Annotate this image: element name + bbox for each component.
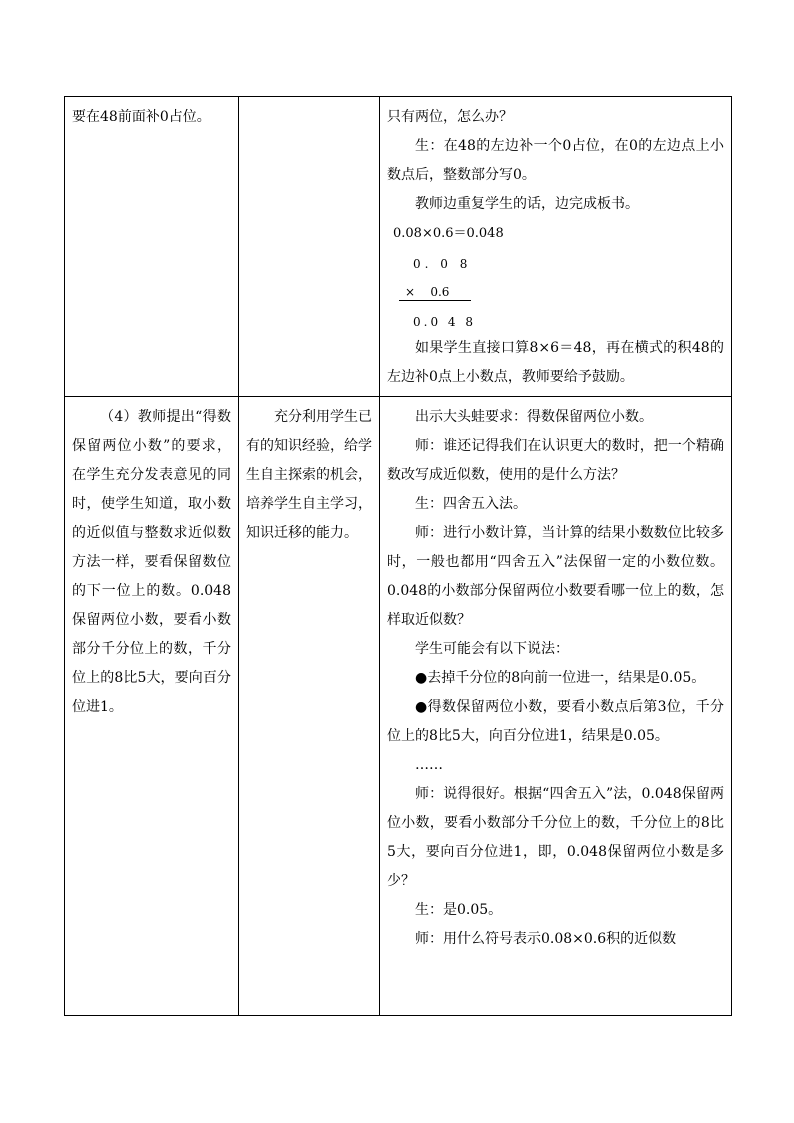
process-paragraph: ●去掉千分位的8向前一位进一，结果是0.05。 — [415, 670, 706, 686]
activity-text: 要在48前面补0占位。 — [72, 109, 211, 125]
process-paragraph: 师：进行小数计算，当计算的结果小数数位比较多时，一般也都用“四舍五入”法保留一定的小数位数。0.048的小数部分保留两位小数要看哪一位上的数，怎样取近似数？ — [387, 525, 724, 628]
cell-activity — [65, 397, 239, 1016]
process-paragraph: 生：在48的左边补一个0占位，在0的左边点上小数点后，整数部分写0。 — [387, 138, 724, 183]
table-row — [65, 97, 732, 397]
lesson-table — [64, 96, 732, 1016]
process-paragraph: 生：是0.05。 — [415, 902, 503, 918]
process-paragraph: 学生可能会有以下说法： — [415, 641, 569, 657]
equation-text: 0.08×0.6＝0.048 — [393, 226, 504, 241]
vertical-line-multiplier: × 0.6 — [405, 285, 450, 299]
process-paragraph: 生：四舍五入法。 — [415, 496, 527, 512]
process-paragraph: ●得数保留两位小数，要看小数点后第3位，千分位上的8比5大，向百分位进1，结果是0.05。 — [387, 699, 724, 744]
table-row — [65, 397, 732, 1016]
cell-process — [380, 397, 732, 1016]
vertical-line-product: 0.0 4 8 — [413, 315, 476, 329]
process-paragraph: 教师边重复学生的话，边完成板书。 — [415, 196, 639, 212]
activity-text: （4）教师提出“得数保留两位小数”的要求，在学生充分发表意见的同时，使学生知道，取小数的近似值与整数求近似数方法一样，要看保留数位的下一位上的数。0.048保留两位小数，要看小数部分千分位上的数，千分位上的8比5大，要向百分位进1。 — [72, 409, 231, 715]
process-paragraph: 只有两位，怎么办？ — [387, 109, 513, 125]
cell-intent — [239, 97, 380, 397]
process-paragraph: 师：用什么符号表示0.08×0.6积的近似数 — [415, 931, 677, 947]
vertical-multiplication — [399, 248, 724, 334]
cell-intent — [239, 397, 380, 1016]
vertical-line-multiplicand: 0. 0 8 — [413, 257, 472, 271]
vertical-rule — [399, 300, 471, 301]
cell-process — [380, 97, 732, 397]
process-paragraph: 师：说得很好。根据“四舍五入”法，0.048保留两位小数，要看小数部分千分位上的数，千分位上的8比5大，要向百分位进1，即，0.048保留两位小数是多少？ — [387, 786, 724, 889]
process-paragraph: 如果学生直接口算8×6＝48，再在横式的积48的左边补0点上小数点，教师要给予鼓励。 — [387, 340, 724, 385]
cell-activity — [65, 97, 239, 397]
intent-text: 充分利用学生已有的知识经验，给学生自主探索的机会，培养学生自主学习，知识迁移的能力。 — [246, 409, 372, 541]
process-paragraph: …… — [415, 757, 443, 773]
process-paragraph: 师：谁还记得我们在认识更大的数时，把一个精确数改写成近似数，使用的是什么方法？ — [387, 438, 724, 483]
process-paragraph: 出示大头蛙要求：得数保留两位小数。 — [415, 409, 653, 425]
